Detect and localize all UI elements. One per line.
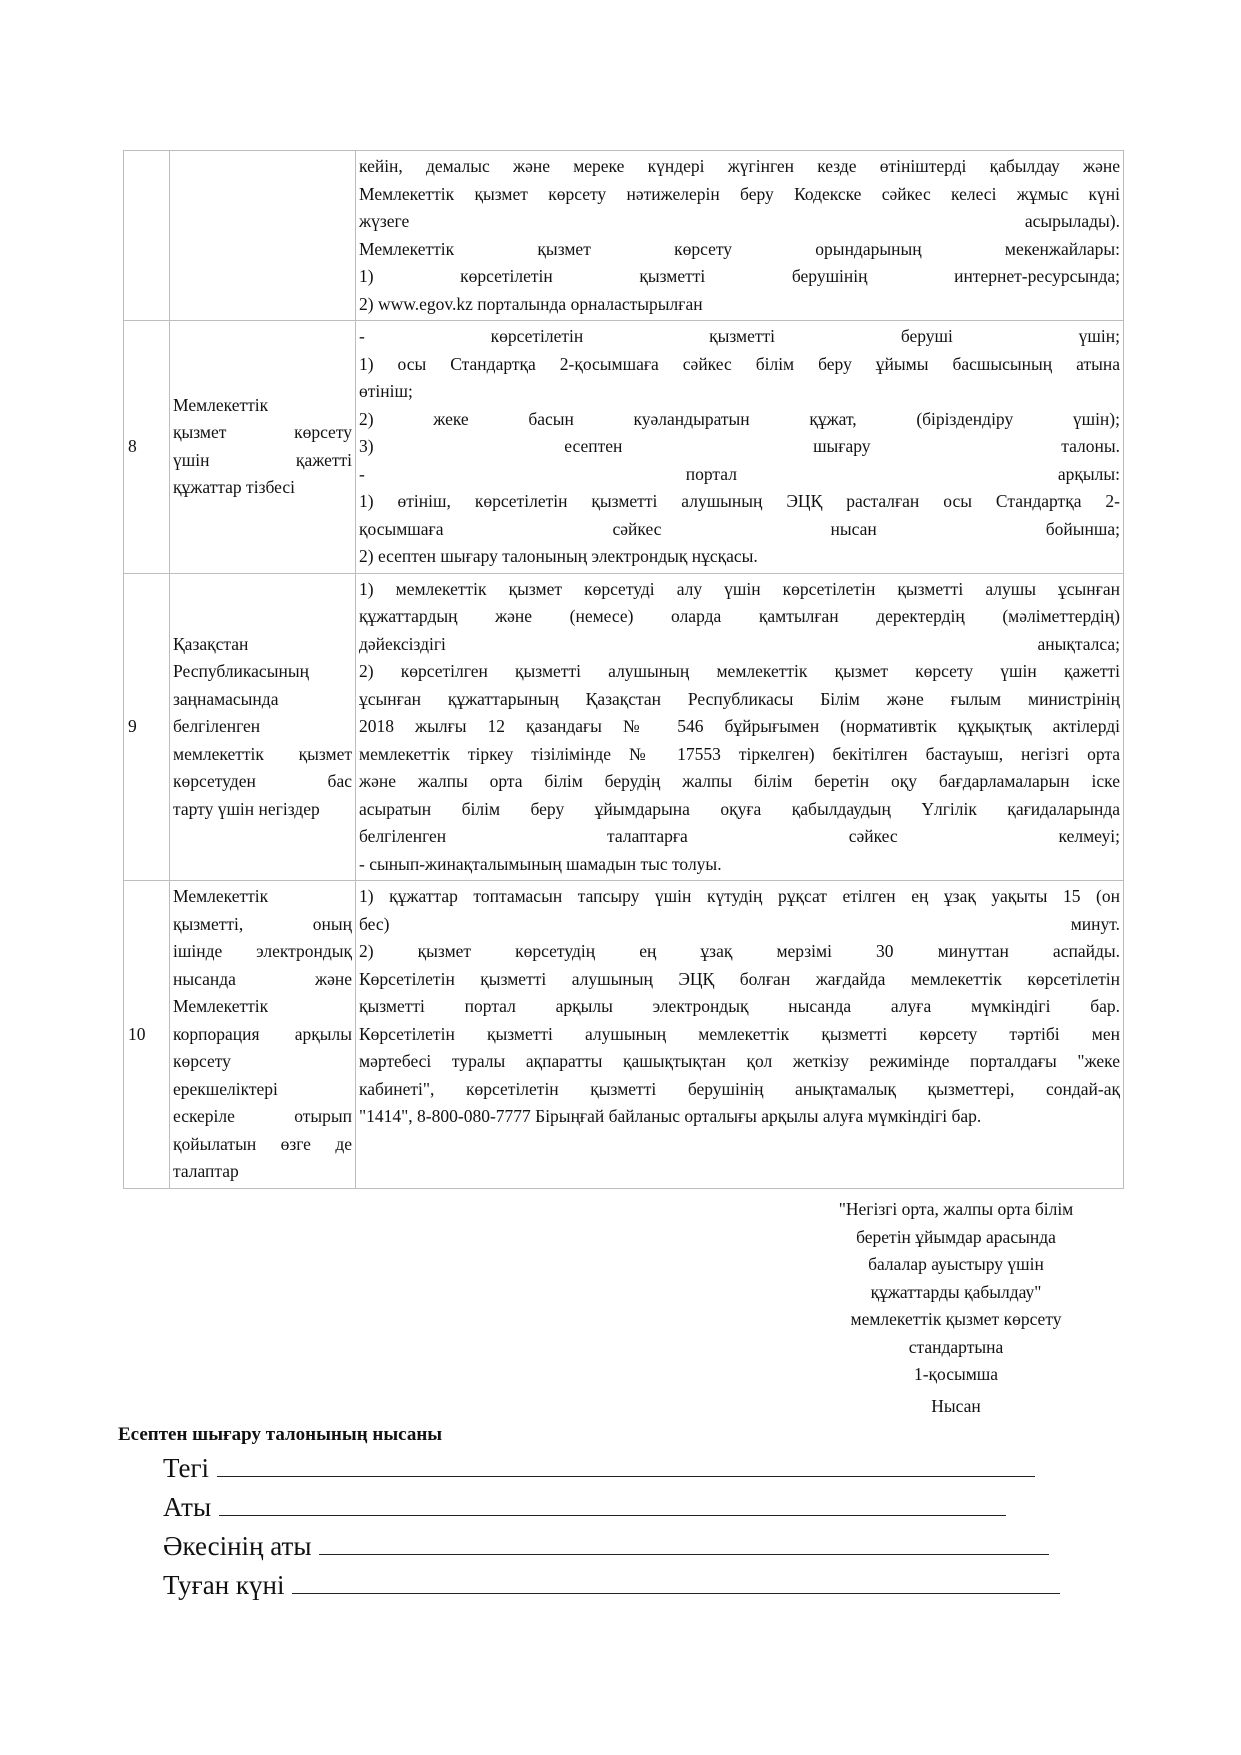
row-number: 10: [124, 881, 170, 1189]
appendix-line: стандартына: [908, 1336, 1004, 1357]
row-title-line: Мемлекеттік: [173, 886, 269, 906]
row-content-line: 2) қызмет көрсетудің ең ұзақ мерзімі 30 минуттан аспайды.: [359, 941, 1120, 961]
row-title-line: Мемлекеттік: [173, 394, 269, 415]
row-title-line: Қазақстан: [173, 633, 249, 654]
appendix-line: мемлекеттік қызмет көрсету: [850, 1309, 1062, 1329]
row-title-line: көрсету: [173, 1051, 231, 1071]
form-label: Нысан: [931, 1395, 981, 1416]
table-row: [124, 151, 1124, 321]
birthdate-underline[interactable]: [292, 1567, 1060, 1594]
row-content-line: белгіленген талаптарға сәйкес келмеуі;: [359, 826, 1120, 846]
row-title-line: корпорация арқылы: [173, 1023, 352, 1044]
row-content-line: және жалпы орта білім берудің жалпы білім беретін оқу бағдарламаларын іске: [359, 771, 1120, 791]
row-content-line: Көрсетілетін қызметті алушының ЭЦҚ болған жағдайда мемлекеттік көрсетілетін: [359, 968, 1120, 989]
appendix-line: 1-қосымша: [913, 1364, 999, 1384]
name-label: Аты: [163, 1492, 212, 1522]
row-content-line: - көрсетілетін қызметті беруші үшін;: [359, 326, 1120, 346]
row-content-line: Көрсетілетін қызметті алушының мемлекеттік қызметті көрсету тәртібі мен: [359, 1023, 1120, 1044]
row-content-line: өтініш;: [359, 381, 413, 401]
appendix-note: [786, 1196, 1126, 1420]
surname-underline[interactable]: [217, 1450, 1035, 1477]
row-title: [170, 321, 356, 574]
row-title-line: көрсетуден бас: [173, 771, 352, 791]
row-content: [356, 573, 1124, 881]
row-content-line: 2) көрсетілген қызметті алушының мемлекеттік қызмет көрсету үшін қажетті: [359, 661, 1120, 681]
service-standard-table: [123, 150, 1124, 1189]
row-content-line: Мемлекеттік қызмет көрсету нәтижелерін беру Кодекске сәйкес келесі жұмыс күні: [359, 183, 1120, 204]
row-content-line: қосымшаға сәйкес нысан бойынша;: [359, 518, 1120, 539]
row-title-line: үшін қажетті: [173, 449, 352, 470]
row-title: [170, 881, 356, 1189]
row-content-line: 1) мемлекеттік қызмет көрсетуді алу үшін көрсетілетін қызметті алушы ұсынған: [359, 578, 1120, 599]
birthdate-field[interactable]: [163, 1567, 1060, 1601]
row-title-line: қызметті, оның: [173, 913, 352, 934]
row-content-line: 1) құжаттар топтамасын тапсыру үшін күтудің рұқсат етілген ең ұзақ уақыты 15 (он: [359, 886, 1120, 906]
row-content-line: кейін, демалыс және мереке күндері жүгінген кезде өтініштерді қабылдау және: [359, 156, 1120, 176]
birthdate-label: Туған күні: [163, 1570, 285, 1600]
surname-label: Тегі: [163, 1453, 210, 1483]
row-number: 9: [124, 573, 170, 881]
patronymic-field[interactable]: [163, 1528, 1049, 1562]
row-content-line: "1414", 8-800-080-7777 Бірыңғай байланыс орталығы арқылы алуға мүмкіндігі бар.: [359, 1106, 982, 1126]
appendix-line: "Негізгі орта, жалпы орта білім: [838, 1199, 1074, 1219]
row-number: 8: [124, 321, 170, 574]
row-content-line: дәйексіздігі анықталса;: [359, 633, 1120, 654]
name-underline[interactable]: [219, 1489, 1006, 1516]
row-title-line: қойылатын өзге де: [173, 1133, 352, 1154]
row-title-line: Республикасының: [173, 661, 309, 681]
row-content-line: мемлекеттік тіркеу тізілімінде № 17553 тіркелген) бекітілген бастауыш, негізгі орта: [359, 743, 1120, 764]
row-content-line: құжаттардың және (немесе) оларда қамтылған деректердің (мәліметтердің): [359, 606, 1120, 626]
row-title-line: талаптар: [173, 1161, 239, 1181]
row-content-line: асыратын білім беру ұйымдарына оқуға қабылдаудың Үлгілік қағидаларында: [359, 798, 1120, 819]
row-title-line: ішінде электрондық: [173, 941, 352, 961]
row-title-line: заңнамасында: [173, 688, 279, 709]
row-content-line: 1) көрсетілетін қызметті берушінің интернет-ресурсында;: [359, 266, 1120, 286]
row-content-line: мәртебесі туралы ақпаратты қашықтықтан қол жеткізу режимінде порталдағы "жеке: [359, 1051, 1120, 1071]
table-row: [124, 881, 1124, 1189]
surname-field[interactable]: [163, 1450, 1035, 1484]
appendix-line: беретін ұйымдар арасында: [856, 1226, 1056, 1247]
row-content-line: ұсынған құжаттарының Қазақстан Республикасы Білім және ғылым министрінің: [359, 688, 1120, 709]
row-content-line: 1) өтініш, көрсетілетін қызметті алушының ЭЦҚ расталған осы Стандартқа 2-: [359, 491, 1120, 511]
row-content-line: 2018 жылғы 12 қазандағы № 546 бұйрығымен (нормативтік құқықтық актілерді: [359, 716, 1120, 736]
row-content-line: 3) есептен шығару талоны.: [359, 436, 1120, 456]
row-title-line: белгіленген: [173, 716, 261, 736]
table-row: [124, 573, 1124, 881]
row-content-line: 2) жеке басын куәландыратын құжат, (біріздендіру үшін);: [359, 408, 1120, 429]
row-content-line: - портал арқылы:: [359, 463, 1120, 484]
row-content-line: - сынып-жинақталымының шамадын тыс толуы.: [359, 853, 722, 874]
patronymic-label: Әкесінің аты: [163, 1531, 312, 1561]
row-content: [356, 151, 1124, 321]
row-content-line: кабинеті", көрсетілетін қызметті берушінің анықтамалық қызметтері, сондай-ақ: [359, 1078, 1120, 1099]
row-title-line: нысанда және: [173, 968, 352, 989]
form-title: Есептен шығару талонының нысаны: [118, 1424, 443, 1445]
row-title-line: мемлекеттік қызмет: [173, 743, 352, 764]
row-title: [170, 573, 356, 881]
row-number: [124, 151, 170, 321]
appendix-line: балалар ауыстыру үшін: [868, 1254, 1044, 1274]
row-content-line: жүзеге асырылады).: [359, 211, 1120, 231]
row-title: [170, 151, 356, 321]
table-row: [124, 321, 1124, 574]
patronymic-underline[interactable]: [319, 1528, 1049, 1555]
appendix-line: құжаттарды қабылдау": [870, 1281, 1042, 1302]
row-title-line: ерекшеліктері: [173, 1078, 278, 1099]
name-field[interactable]: [163, 1489, 1006, 1523]
row-content-line: 2) есептен шығару талонының электрондық нұсқасы.: [359, 546, 758, 566]
row-title-line: ескеріле отырып: [173, 1106, 352, 1126]
row-title-line: тарту үшін негіздер: [173, 798, 320, 819]
row-content-line: қызметті портал арқылы электрондық нысанда алуға мүмкіндігі бар.: [359, 996, 1120, 1016]
row-content: [356, 881, 1124, 1189]
row-title-line: қызмет көрсету: [173, 422, 352, 443]
row-title-line: құжаттар тізбесі: [173, 477, 295, 498]
row-content-line: бес) минут.: [359, 913, 1120, 934]
row-content: [356, 321, 1124, 574]
row-title-line: Мемлекеттік: [173, 996, 269, 1016]
row-content-line: Мемлекеттік қызмет көрсету орындарының мекенжайлары:: [359, 238, 1120, 259]
row-content-line: 2) www.egov.kz порталында орналастырылған: [359, 293, 703, 314]
row-content-line: 1) осы Стандартқа 2-қосымшаға сәйкес білім беру ұйымы басшысының атына: [359, 353, 1120, 374]
